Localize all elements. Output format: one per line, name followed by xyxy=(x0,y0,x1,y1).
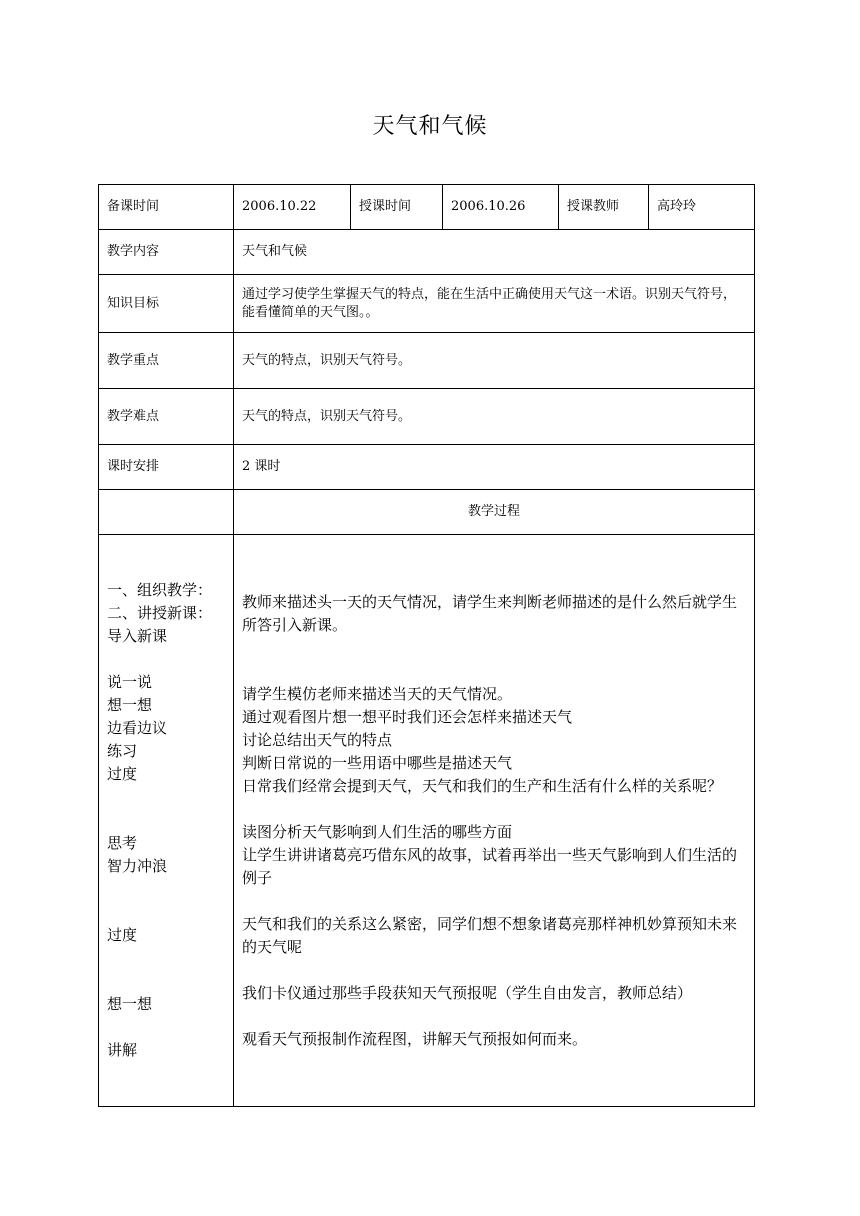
teach-time-value: 2006.10.26 xyxy=(443,185,559,230)
schedule-value: 2 课时 xyxy=(234,445,755,490)
step-label: 想一想 xyxy=(107,995,153,1013)
step-label: 二、讲授新课： xyxy=(107,604,213,622)
step-label: 一、组织教学： xyxy=(107,581,213,599)
content-value: 天气和气候 xyxy=(234,230,755,275)
step-text: 教师来描述头一天的天气情况，请学生来判断老师描述的是什么然后就学生所答引入新课。 xyxy=(242,592,738,634)
step-label: 过度 xyxy=(107,926,138,944)
lesson-plan-table xyxy=(98,184,755,1107)
step-label: 思考 xyxy=(107,834,138,852)
step-text: 日常我们经常会提到天气，天气和我们的生产和生活有什么样的关系呢？ xyxy=(242,776,723,795)
header-row xyxy=(99,185,755,230)
step-text: 让学生讲讲诸葛亮巧借东风的故事，试着再举出一些天气影响到人们生活的例子 xyxy=(242,845,738,887)
focus-label: 教学重点 xyxy=(99,333,234,389)
process-steps-column xyxy=(99,535,234,1107)
goal-row xyxy=(99,275,755,333)
difficulty-label: 教学难点 xyxy=(99,389,234,445)
step-label: 边看边议 xyxy=(107,719,168,737)
step-text: 观看天气预报制作流程图，讲解天气预报如何而来。 xyxy=(242,1029,588,1048)
step-text: 判断日常说的一些用语中哪些是描述天气 xyxy=(242,753,513,772)
goal-value: 通过学习使学生掌握天气的特点，能在生活中正确使用天气这一术语。识别天气符号，能看懂简单的天气图。。 xyxy=(234,275,755,333)
teach-time-label: 授课时间 xyxy=(351,185,443,230)
step-text: 请学生模仿老师来描述当天的天气情况。 xyxy=(242,684,513,703)
content-row xyxy=(99,230,755,275)
schedule-label: 课时安排 xyxy=(99,445,234,490)
step-label: 练习 xyxy=(107,742,138,760)
focus-value: 天气的特点，识别天气符号。 xyxy=(234,333,755,389)
step-text: 讨论总结出天气的特点 xyxy=(242,730,393,749)
process-body-row xyxy=(99,535,755,1107)
difficulty-value: 天气的特点，识别天气符号。 xyxy=(234,389,755,445)
difficulty-row xyxy=(99,389,755,445)
step-text: 通过观看图片想一想平时我们还会怎样来描述天气 xyxy=(242,707,573,726)
step-label: 智力冲浪 xyxy=(107,857,168,875)
step-label: 导入新课 xyxy=(107,627,168,645)
teacher-label: 授课教师 xyxy=(559,185,649,230)
focus-row xyxy=(99,333,755,389)
step-text: 读图分析天气影响到人们生活的哪些方面 xyxy=(242,822,513,841)
step-text: 我们卡仪通过那些手段获知天气预报呢（学生自由发言，教师总结） xyxy=(242,983,693,1002)
content-label: 教学内容 xyxy=(99,230,234,275)
process-header-blank xyxy=(99,490,234,535)
step-label: 过度 xyxy=(107,765,138,783)
schedule-row xyxy=(99,445,755,490)
process-header-row xyxy=(99,490,755,535)
goal-label: 知识目标 xyxy=(99,275,234,333)
step-label: 讲解 xyxy=(107,1041,138,1059)
step-text: 天气和我们的关系这么紧密，同学们想不想象诸葛亮那样神机妙算预知未来的天气呢 xyxy=(242,914,738,956)
process-content-column xyxy=(234,535,755,1107)
step-label: 说一说 xyxy=(107,673,153,691)
prep-time-label: 备课时间 xyxy=(99,185,234,230)
step-label: 想一想 xyxy=(107,696,153,714)
prep-time-value: 2006.10.22 xyxy=(234,185,351,230)
teacher-value: 高玲玲 xyxy=(649,185,755,230)
process-header: 教学过程 xyxy=(234,490,755,535)
document-title: 天气和气候 xyxy=(372,114,488,139)
